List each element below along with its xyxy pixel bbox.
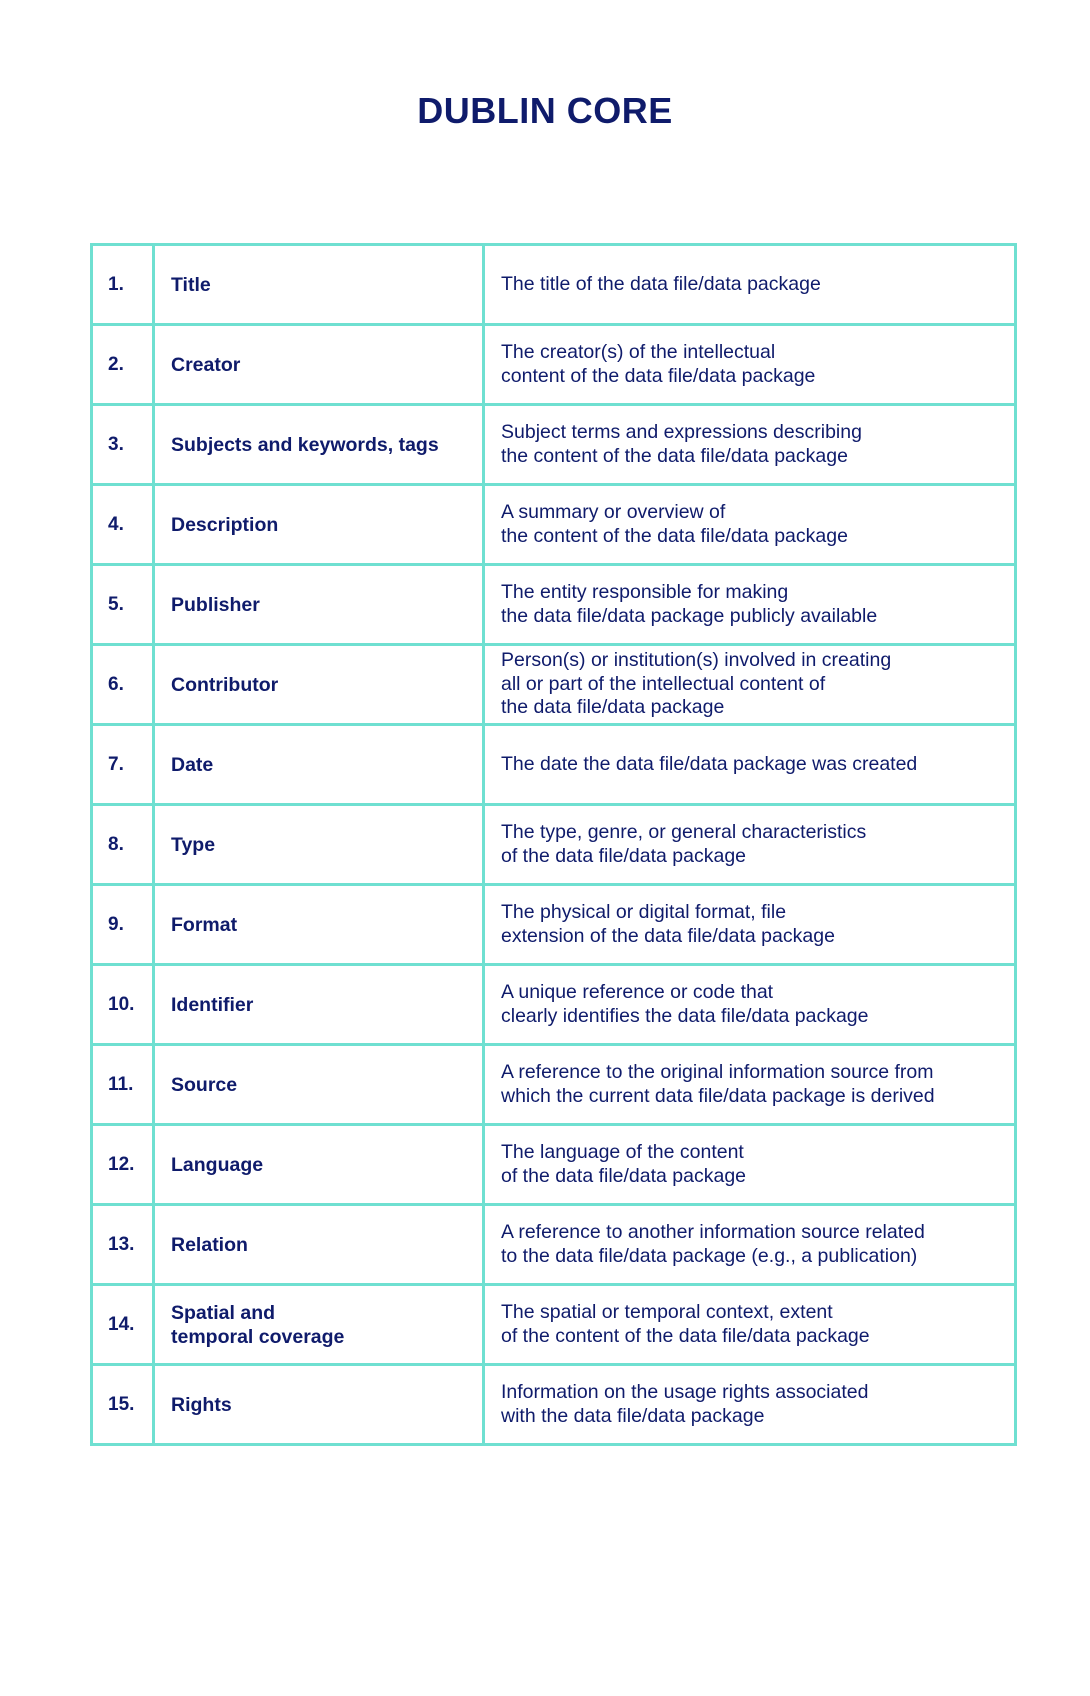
dublin-core-table [90,243,1017,1446]
element-name: Title [154,245,484,325]
element-name: Source [154,1045,484,1125]
table-row [92,245,1016,325]
element-name: Format [154,885,484,965]
element-description: The date the data file/data package was created [484,725,1016,805]
element-description: The language of the content of the data file/data package [484,1125,1016,1205]
element-name: Type [154,805,484,885]
row-number: 1. [92,245,154,325]
element-name: Contributor [154,645,484,725]
element-name: Relation [154,1205,484,1285]
element-description: The entity responsible for making the data file/data package publicly available [484,565,1016,645]
element-description: The physical or digital format, file extension of the data file/data package [484,885,1016,965]
table-row [92,1205,1016,1285]
row-number: 14. [92,1285,154,1365]
table-row [92,1285,1016,1365]
element-description: A summary or overview of the content of the data file/data package [484,485,1016,565]
table-row [92,1365,1016,1445]
element-description: The title of the data file/data package [484,245,1016,325]
element-name: Language [154,1125,484,1205]
table-row [92,885,1016,965]
table-row [92,485,1016,565]
row-number: 4. [92,485,154,565]
table-row [92,725,1016,805]
table-row [92,325,1016,405]
element-name: Rights [154,1365,484,1445]
table-row [92,965,1016,1045]
row-number: 15. [92,1365,154,1445]
row-number: 11. [92,1045,154,1125]
row-number: 6. [92,645,154,725]
row-number: 13. [92,1205,154,1285]
element-description: The creator(s) of the intellectual content of the data file/data package [484,325,1016,405]
element-name: Publisher [154,565,484,645]
element-description: A reference to another information source related to the data file/data package (e.g., a publication) [484,1205,1016,1285]
row-number: 2. [92,325,154,405]
table-row [92,1045,1016,1125]
element-name: Subjects and keywords, tags [154,405,484,485]
row-number: 12. [92,1125,154,1205]
row-number: 9. [92,885,154,965]
element-name: Description [154,485,484,565]
element-description: A unique reference or code that clearly identifies the data file/data package [484,965,1016,1045]
row-number: 10. [92,965,154,1045]
element-description: A reference to the original information source from which the current data file/data package is derived [484,1045,1016,1125]
element-name: Date [154,725,484,805]
page-title: DUBLIN CORE [417,90,673,131]
row-number: 3. [92,405,154,485]
table-row [92,405,1016,485]
table-row [92,645,1016,725]
element-description: The spatial or temporal context, extent of the content of the data file/data package [484,1285,1016,1365]
element-description: The type, genre, or general characteristics of the data file/data package [484,805,1016,885]
table-row [92,565,1016,645]
element-name: Identifier [154,965,484,1045]
element-description: Subject terms and expressions describing the content of the data file/data package [484,405,1016,485]
table-row [92,805,1016,885]
row-number: 5. [92,565,154,645]
row-number: 7. [92,725,154,805]
element-description: Person(s) or institution(s) involved in creating all or part of the intellectual content of the data file/data package [484,645,1016,725]
element-description: Information on the usage rights associated with the data file/data package [484,1365,1016,1445]
element-name: Creator [154,325,484,405]
table-row [92,1125,1016,1205]
element-name: Spatial and temporal coverage [154,1285,484,1365]
row-number: 8. [92,805,154,885]
